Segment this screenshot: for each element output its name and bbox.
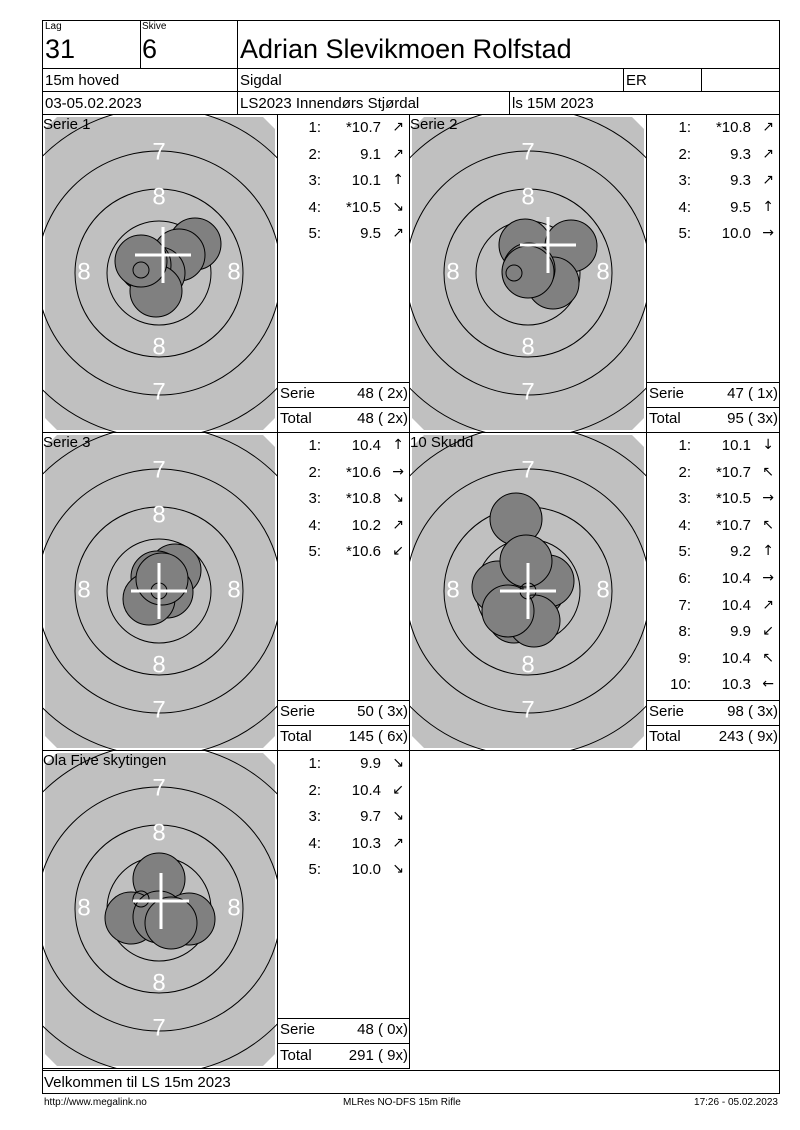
shot-direction-icon: ↘ <box>392 490 404 507</box>
welcome-message: Velkommen til LS 15m 2023 <box>44 1074 231 1091</box>
shot-list-serie-1 <box>278 119 409 379</box>
shot-number: 3: <box>678 490 691 508</box>
shot-value: 10.2 <box>351 516 381 534</box>
shot-number: 3: <box>308 172 321 190</box>
shot-value: 10.3 <box>351 834 381 852</box>
total-value: 291 ( 9x) <box>348 1047 408 1064</box>
shot-row <box>278 808 409 828</box>
shot-hole <box>145 897 197 949</box>
shot-value: 9.3 <box>730 172 751 190</box>
grade: ER <box>626 72 647 89</box>
club-name: Sigdal <box>240 72 282 89</box>
shot-row <box>647 517 779 537</box>
shot-row <box>278 517 409 537</box>
shot-value: *10.6 <box>345 543 381 561</box>
lag-value: 31 <box>45 34 76 64</box>
shot-value: 10.0 <box>721 225 751 243</box>
shot-number: 2: <box>308 781 321 799</box>
shot-value: *10.8 <box>715 119 751 136</box>
shot-direction-icon: ↙ <box>762 623 774 640</box>
shot-row <box>647 119 779 139</box>
shot-direction-icon: ↗ <box>392 119 404 135</box>
shot-number: 9: <box>678 649 691 667</box>
shot-row <box>647 490 779 510</box>
shot-number: 5: <box>678 543 691 561</box>
ring-label-7: 7 <box>152 1014 166 1042</box>
shot-value: 10.4 <box>351 437 381 454</box>
ring-label-8: 8 <box>152 501 166 529</box>
panel-title-serie-1: Serie 1 <box>43 116 91 133</box>
target-10-skudd <box>410 433 646 750</box>
ring-label-8: 8 <box>446 258 460 286</box>
skive-label: Skive <box>142 21 167 32</box>
class-name: 15m hoved <box>45 72 120 89</box>
shot-value: 10.4 <box>721 649 751 667</box>
ring-label-7: 7 <box>152 774 166 802</box>
shot-row <box>278 225 409 245</box>
shot-value: 9.7 <box>360 808 381 826</box>
serie-label: Serie <box>280 703 316 720</box>
shot-number: 2: <box>308 463 321 481</box>
shot-row <box>647 570 779 590</box>
shot-value: 10.1 <box>351 172 381 190</box>
shot-direction-icon: ↖ <box>762 463 774 480</box>
shot-list-serie-2 <box>647 119 779 379</box>
shot-number: 5: <box>308 543 321 561</box>
shot-direction-icon: ↘ <box>392 861 404 878</box>
shot-value: 9.3 <box>730 145 751 163</box>
shot-row <box>647 623 779 643</box>
ring-label-8: 8 <box>152 333 166 361</box>
shot-direction-icon: ↗ <box>392 834 404 851</box>
shot-value: *10.7 <box>715 463 751 481</box>
shot-number: 3: <box>308 808 321 826</box>
panel-title-ola-five: Ola Five skytingen <box>43 752 167 769</box>
shot-value: 9.5 <box>360 225 381 243</box>
event-name: LS2023 Innendørs Stjørdal <box>240 95 420 112</box>
shot-number: 6: <box>678 570 691 587</box>
total-label: Total <box>280 1047 312 1064</box>
shot-direction-icon: → <box>762 570 774 586</box>
competition-date: 03-05.02.2023 <box>45 95 142 112</box>
shot-hole <box>500 535 552 587</box>
panel-title-serie-3: Serie 3 <box>43 434 91 451</box>
shot-row <box>647 543 779 563</box>
shot-row <box>278 543 409 563</box>
ring-label-7: 7 <box>152 378 166 406</box>
shot-direction-icon: ↗ <box>762 119 774 135</box>
shot-number: 1: <box>308 755 321 772</box>
shot-direction-icon: ↗ <box>392 225 404 242</box>
shot-value: 9.2 <box>730 543 751 561</box>
ring-label-8: 8 <box>446 576 460 604</box>
shot-number: 1: <box>678 437 691 454</box>
shot-row <box>647 650 779 670</box>
shot-value: 10.4 <box>721 596 751 614</box>
total-label: Total <box>280 728 312 745</box>
total-value: 95 ( 3x) <box>727 410 778 427</box>
shot-number: 5: <box>308 225 321 243</box>
shot-number: 4: <box>678 516 691 534</box>
ring-label-8: 8 <box>152 819 166 847</box>
shot-direction-icon: ↙ <box>392 543 404 560</box>
shot-direction-icon: ↗ <box>762 172 774 189</box>
shot-row <box>278 119 409 139</box>
ring-label-8: 8 <box>77 258 91 286</box>
panel-title-serie-2: Serie 2 <box>410 116 458 133</box>
shot-value: 9.5 <box>730 198 751 216</box>
ring-label-8: 8 <box>596 576 610 604</box>
shot-value: 10.4 <box>351 781 381 799</box>
footer-timestamp: 17:26 - 05.02.2023 <box>694 1097 778 1108</box>
shot-list-ola-five <box>278 755 409 1015</box>
shot-direction-icon: ↗ <box>762 596 774 613</box>
ring-label-8: 8 <box>152 651 166 679</box>
ring-label-8: 8 <box>227 258 241 286</box>
skive-value: 6 <box>142 34 158 64</box>
shot-row <box>278 755 409 775</box>
serie-label: Serie <box>649 385 685 402</box>
shot-row <box>647 676 779 696</box>
program-name: ls 15M 2023 <box>512 95 594 112</box>
shot-hole <box>115 235 167 287</box>
shot-direction-icon: ↙ <box>392 781 404 798</box>
shot-row <box>278 861 409 881</box>
total-label: Total <box>649 728 681 745</box>
total-value: 243 ( 9x) <box>718 728 778 745</box>
shot-value: 10.4 <box>721 570 751 587</box>
shot-row <box>647 146 779 166</box>
shot-row <box>647 172 779 192</box>
target-serie-2 <box>410 115 646 432</box>
shot-hole <box>502 246 554 298</box>
footer-url: http://www.megalink.no <box>44 1097 147 1108</box>
serie-value: 48 ( 2x) <box>357 385 408 402</box>
ring-label-8: 8 <box>521 651 535 679</box>
shot-row <box>647 437 779 457</box>
shot-number: 1: <box>678 119 691 136</box>
shot-row <box>647 225 779 245</box>
shot-number: 1: <box>308 437 321 454</box>
shot-number: 8: <box>678 623 691 641</box>
shot-direction-icon: ↘ <box>392 198 404 215</box>
shot-number: 4: <box>678 198 691 216</box>
shot-direction-icon: ↘ <box>392 808 404 825</box>
shot-direction-icon: ↑ <box>762 543 774 560</box>
ring-label-8: 8 <box>227 894 241 922</box>
total-label: Total <box>649 410 681 427</box>
ring-label-8: 8 <box>521 333 535 361</box>
shot-list-serie-3 <box>278 437 409 697</box>
ring-label-7: 7 <box>152 456 166 484</box>
shot-row <box>278 437 409 457</box>
shot-value: 10.3 <box>721 676 751 694</box>
total-value: 145 ( 6x) <box>348 728 408 745</box>
target-ola-five <box>43 751 277 1068</box>
ring-label-7: 7 <box>521 456 535 484</box>
shot-value: *10.7 <box>715 516 751 534</box>
shot-value: 9.1 <box>360 145 381 163</box>
serie-label: Serie <box>649 703 685 720</box>
shot-direction-icon: ↗ <box>392 516 404 533</box>
shot-value: *10.6 <box>345 463 381 481</box>
shooter-name: Adrian Slevikmoen Rolfstad <box>240 34 572 64</box>
shot-value: *10.5 <box>345 198 381 216</box>
shot-row <box>278 146 409 166</box>
shot-number: 2: <box>678 463 691 481</box>
shot-number: 3: <box>308 490 321 508</box>
ring-label-7: 7 <box>521 138 535 166</box>
serie-value: 48 ( 0x) <box>357 1021 408 1038</box>
shot-row <box>278 199 409 219</box>
ring-label-8: 8 <box>77 894 91 922</box>
shot-direction-icon: ↗ <box>762 145 774 162</box>
shot-number: 10: <box>670 676 691 694</box>
shot-value: *10.7 <box>345 119 381 136</box>
shot-direction-icon: ↓ <box>762 437 774 453</box>
shot-number: 4: <box>308 198 321 216</box>
footer-software: MLRes NO-DFS 15m Rifle <box>343 1097 461 1108</box>
serie-value: 50 ( 3x) <box>357 703 408 720</box>
shot-number: 4: <box>308 834 321 852</box>
total-label: Total <box>280 410 312 427</box>
shot-row <box>278 782 409 802</box>
shot-direction-icon: ↗ <box>392 145 404 162</box>
ring-label-8: 8 <box>596 258 610 286</box>
shot-number: 2: <box>678 145 691 163</box>
lag-label: Lag <box>45 21 62 32</box>
shot-list-10-skudd <box>647 437 779 697</box>
ring-label-8: 8 <box>152 183 166 211</box>
shot-row <box>647 464 779 484</box>
shot-number: 5: <box>678 225 691 243</box>
shot-value: 9.9 <box>360 755 381 772</box>
total-value: 48 ( 2x) <box>357 410 408 427</box>
shot-number: 5: <box>308 861 321 879</box>
shot-hole <box>136 553 188 605</box>
shot-value: 10.0 <box>351 861 381 879</box>
ring-label-8: 8 <box>521 183 535 211</box>
serie-label: Serie <box>280 1021 316 1038</box>
shot-number: 3: <box>678 172 691 190</box>
shot-direction-icon: ↑ <box>392 172 404 189</box>
shot-hole <box>482 585 534 637</box>
shot-value: *10.5 <box>715 490 751 508</box>
shot-number: 4: <box>308 516 321 534</box>
shot-row <box>278 835 409 855</box>
shot-direction-icon: ↘ <box>392 755 404 771</box>
target-serie-1 <box>43 115 277 432</box>
ring-label-8: 8 <box>227 576 241 604</box>
shot-row <box>278 490 409 510</box>
shot-direction-icon: ← <box>762 676 774 693</box>
target-serie-3 <box>43 433 277 750</box>
shot-direction-icon: ↖ <box>762 649 774 666</box>
shot-number: 1: <box>308 119 321 136</box>
shot-row <box>647 597 779 617</box>
serie-value: 98 ( 3x) <box>727 703 778 720</box>
shot-direction-icon: → <box>392 463 404 480</box>
shot-row <box>278 172 409 192</box>
serie-label: Serie <box>280 385 316 402</box>
ring-label-7: 7 <box>152 138 166 166</box>
shot-direction-icon: → <box>762 490 774 507</box>
panel-title-10-skudd: 10 Skudd <box>410 434 474 451</box>
shot-number: 2: <box>308 145 321 163</box>
shot-direction-icon: ↑ <box>392 437 404 453</box>
shot-row <box>647 199 779 219</box>
ring-label-8: 8 <box>152 969 166 997</box>
ring-label-7: 7 <box>521 696 535 724</box>
shot-number: 7: <box>678 596 691 614</box>
serie-value: 47 ( 1x) <box>727 385 778 402</box>
ring-label-8: 8 <box>77 576 91 604</box>
shot-value: 10.1 <box>721 437 751 454</box>
ring-label-7: 7 <box>152 696 166 724</box>
shot-direction-icon: ↑ <box>762 198 774 215</box>
shot-value: 9.9 <box>730 623 751 641</box>
shot-direction-icon: ↖ <box>762 516 774 533</box>
ring-label-7: 7 <box>521 378 535 406</box>
shot-value: *10.8 <box>345 490 381 508</box>
shot-row <box>278 464 409 484</box>
shot-direction-icon: → <box>762 225 774 242</box>
